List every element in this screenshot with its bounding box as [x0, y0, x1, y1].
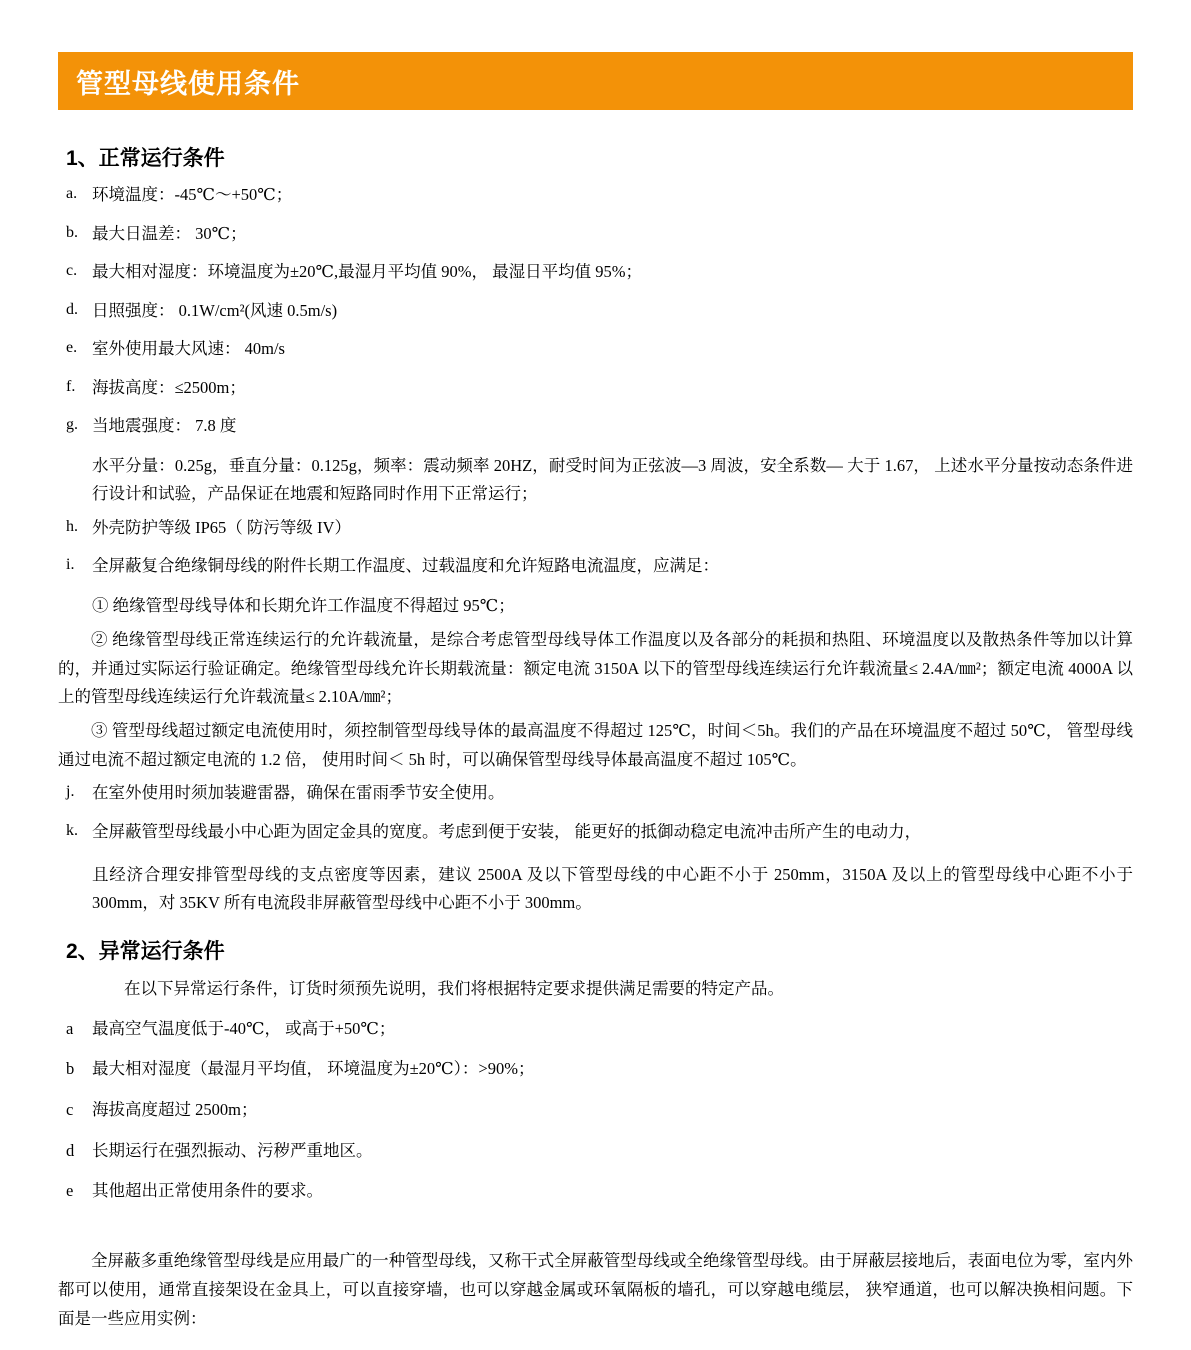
- list-item: [58, 375, 1133, 401]
- temperature-sub-item-3: [58, 717, 1133, 774]
- normal-conditions-list: [58, 182, 1133, 917]
- list-marker: c.: [66, 262, 78, 280]
- list-marker: e: [66, 1181, 74, 1201]
- list-item-text: 最高空气温度低于-40℃， 或高于+50℃；: [92, 1018, 396, 1038]
- page-header-banner: [58, 52, 1133, 110]
- list-item-text: 室外使用最大风速： 40m/s: [92, 339, 285, 359]
- list-item: [58, 1178, 1133, 1204]
- list-item-text: 全屏蔽复合绝缘铜母线的附件长期工作温度、过载温度和允许短路电流温度，应满足：: [92, 556, 719, 576]
- earthquake-detail-paragraph: [58, 452, 1133, 509]
- list-marker: g.: [66, 416, 78, 434]
- center-distance-detail: [58, 861, 1133, 918]
- list-item-text: 全屏蔽管型母线最小中心距为固定金具的宽度。考虑到便于安装， 能更好的抵御动稳定电流冲击所产生的电动力，: [92, 821, 922, 841]
- list-item: [58, 298, 1133, 324]
- list-item: [58, 553, 1133, 579]
- list-item: [58, 1056, 1133, 1082]
- list-item-text: 当地震强度： 7.8 度: [92, 416, 237, 436]
- list-item: [58, 413, 1133, 439]
- list-item: [58, 1016, 1133, 1042]
- list-item-text: 其他超出正常使用条件的要求。: [92, 1181, 323, 1201]
- list-marker: j.: [66, 783, 75, 801]
- list-item-text: 最大相对湿度：环境温度为±20℃,最湿月平均值 90%， 最湿日平均值 95%；: [92, 262, 643, 282]
- list-marker: d.: [66, 300, 78, 318]
- list-marker: c: [66, 1099, 74, 1119]
- list-item: [58, 336, 1133, 362]
- list-item-text: 环境温度：-45℃～+50℃；: [92, 185, 293, 204]
- list-item: [58, 221, 1133, 247]
- temperature-sub-text-2: ② 绝缘管型母线正常连续运行的允许载流量，是综合考虑管型母线导体工作温度以及各部分的耗损和热阻、环境温度以及散热条件等加以计算的，并通过实际运行验证确定。绝缘管型母线允许长期载流量：额定电流 3150A 以下的管型母线连续运行允许载流量≤ 2.4A/㎜²；额定电流 4000A 以上的管型母线连续运行允许载流量≤ 2.10A/㎜²；: [58, 630, 1133, 706]
- list-item: [58, 1138, 1133, 1164]
- center-distance-detail-text: 且经济合理安排管型母线的支点密度等因素，建议 2500A 及以下管型母线的中心距不小于 250mm，3150A 及以上的管型母线中心距不小于 300mm，对 35KV 所有电流段非屏蔽管型母线中心距不小于 300mm。: [92, 864, 1133, 913]
- temperature-sub-text-1: ① 绝缘管型母线导体和长期允许工作温度不得超过 95℃；: [92, 595, 515, 615]
- temperature-sub-item-1: [58, 592, 1133, 620]
- section-heading-abnormal-conditions: 2、异常运行条件: [66, 940, 225, 964]
- list-marker: k.: [66, 821, 78, 839]
- document-page: [0, 52, 1191, 1334]
- list-item-text: 在室外使用时须加装避雷器，确保在雷雨季节安全使用。: [92, 783, 505, 803]
- list-item: [58, 182, 1133, 208]
- list-marker: b.: [66, 223, 78, 241]
- temperature-sub-text-3: ③ 管型母线超过额定电流使用时，须控制管型母线导体的最高温度不得超过 125℃，时间＜5h。我们的产品在环境温度不超过 50℃， 管型母线通过电流不超过额定电流的 1.2 倍， 使用时间＜ 5h 时，可以确保管型母线导体最高温度不超过 105℃。: [58, 721, 1133, 769]
- list-marker: a: [66, 1018, 74, 1038]
- list-item-text: 日照强度： 0.1W/cm²(风速 0.5m/s): [92, 300, 338, 320]
- list-item-text: 长期运行在强烈振动、污秽严重地区。: [92, 1140, 373, 1160]
- list-item: [58, 1097, 1133, 1123]
- list-marker: f.: [66, 377, 76, 395]
- temperature-sub-item-2: [58, 626, 1133, 711]
- list-marker: i.: [66, 556, 75, 574]
- page-title: 管型母线使用条件: [76, 68, 300, 99]
- abnormal-conditions-list: [58, 1016, 1133, 1204]
- earthquake-detail-text: 水平分量：0.25g，垂直分量：0.125g，频率：震动频率 20HZ，耐受时间为正弦波—3 周波，安全系数— 大于 1.67， 上述水平分量按动态条件进行设计和试验，产品保证在地震和短路同时作用下正常运行；: [92, 455, 1133, 504]
- list-item-text: 海拔高度超过 2500m；: [92, 1099, 258, 1119]
- list-item-text: 外壳防护等级 IP65（ 防污等级 IV）: [92, 517, 351, 537]
- list-marker: h.: [66, 517, 78, 535]
- closing-paragraph: 全屏蔽多重绝缘管型母线是应用最广的一种管型母线，又称干式全屏蔽管型母线或全绝缘管型母线。由于屏蔽层接地后，表面电位为零，室内外都可以使用，通常直接架设在金具上，可以直接穿墙，也可以穿越金属或环氧隔板的墙孔，可以穿越电缆层， 狭窄通道，也可以解决换相问题。下面是一些应用实例：: [58, 1250, 1133, 1329]
- list-item: [58, 259, 1133, 285]
- list-marker: a.: [66, 185, 78, 202]
- document-content: [58, 110, 1133, 1334]
- list-marker: e.: [66, 339, 78, 357]
- list-marker: b: [66, 1059, 75, 1079]
- list-marker: d: [66, 1140, 75, 1160]
- abnormal-conditions-lead: 在以下异常运行条件，订货时须预先说明，我们将根据特定要求提供满足需要的特定产品。: [124, 979, 784, 999]
- list-item-text: 最大日温差： 30℃；: [92, 223, 247, 243]
- list-item: [58, 819, 1133, 845]
- section-heading-normal-conditions: 1、正常运行条件: [66, 147, 225, 170]
- list-item-text: 海拔高度：≤2500m；: [92, 377, 246, 397]
- list-item: [58, 780, 1133, 806]
- list-item: [58, 515, 1133, 541]
- list-item-text: 最大相对湿度（最湿月平均值， 环境温度为±20℃）：>90%；: [92, 1059, 535, 1079]
